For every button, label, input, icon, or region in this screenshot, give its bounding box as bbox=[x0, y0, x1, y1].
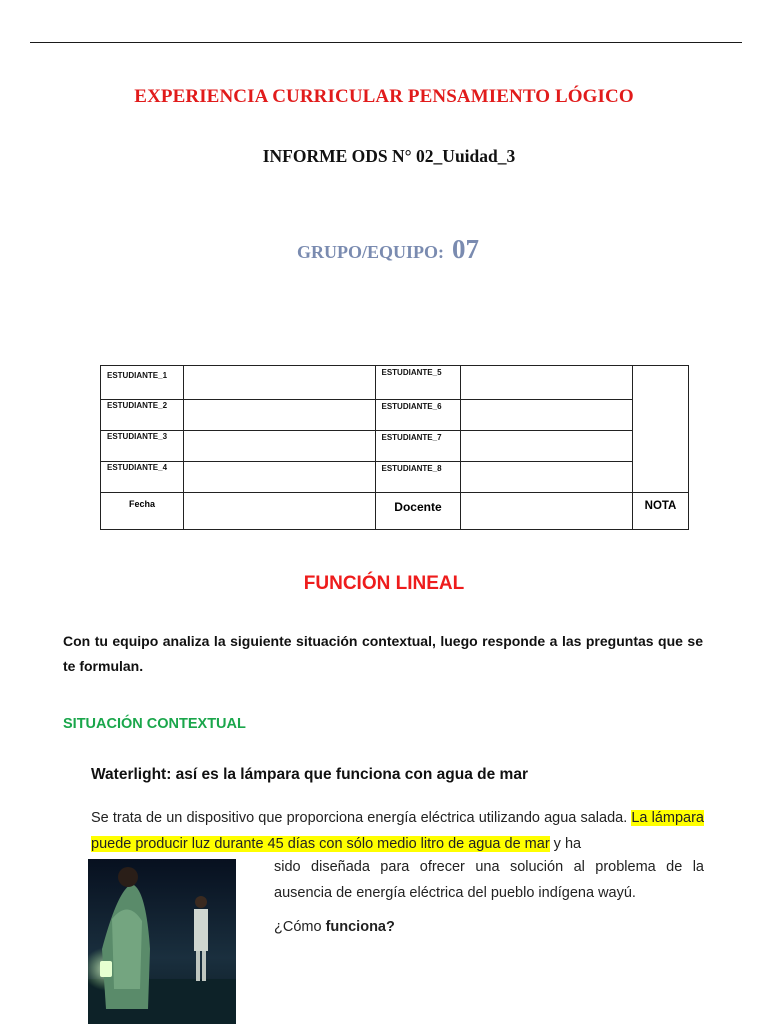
document-title: EXPERIENCIA CURRICULAR PENSAMIENTO LÓGICO bbox=[134, 86, 634, 107]
lamp-photo-illustration bbox=[88, 859, 236, 1024]
lamp-photo bbox=[88, 859, 236, 1024]
article-paragraph-1 bbox=[91, 805, 704, 857]
group-label: GRUPO/EQUIPO: bbox=[297, 242, 444, 262]
question-line bbox=[274, 916, 395, 938]
question-prefix: ¿Cómo bbox=[274, 919, 326, 935]
context-section-title: SITUACIÓN CONTEXTUAL bbox=[63, 716, 246, 732]
student-input-cell[interactable] bbox=[183, 462, 375, 493]
student-label: ESTUDIANTE_5 bbox=[375, 366, 461, 400]
intro-paragraph: Con tu equipo analiza la siguiente situación contextual, luego responde a las preguntas que se te formulan. bbox=[63, 633, 703, 674]
table-row bbox=[101, 400, 689, 431]
student-input-cell[interactable] bbox=[461, 431, 633, 462]
report-subtitle: INFORME ODS N° 02_Uuidad_3 bbox=[262, 146, 516, 166]
docente-input-cell[interactable] bbox=[461, 493, 633, 530]
student-input-cell[interactable] bbox=[183, 366, 375, 400]
paragraph-text: y ha bbox=[549, 836, 582, 852]
group-number: 07 bbox=[452, 234, 479, 264]
student-label: ESTUDIANTE_3 bbox=[101, 431, 184, 462]
student-label: ESTUDIANTE_6 bbox=[375, 400, 461, 431]
student-table bbox=[100, 365, 689, 530]
section-heading: FUNCIÓN LINEAL bbox=[303, 573, 465, 594]
student-input-cell[interactable] bbox=[183, 400, 375, 431]
grade-cell[interactable] bbox=[633, 366, 689, 493]
student-label: ESTUDIANTE_4 bbox=[101, 462, 184, 493]
paragraph-text: Se trata de un dispositivo que proporciona energía eléctrica utilizando agua salada. bbox=[91, 810, 632, 826]
table-row bbox=[101, 493, 689, 530]
student-input-cell[interactable] bbox=[461, 366, 633, 400]
fecha-label: Fecha bbox=[101, 493, 184, 530]
student-input-cell[interactable] bbox=[461, 462, 633, 493]
nota-label: NOTA bbox=[633, 493, 689, 530]
student-label: ESTUDIANTE_2 bbox=[101, 400, 184, 431]
top-rule bbox=[30, 42, 742, 43]
student-label: ESTUDIANTE_7 bbox=[375, 431, 461, 462]
question-bold: funciona? bbox=[325, 919, 395, 935]
article-paragraph-2: sido diseñada para ofrecer una solución al problema de la ausencia de energía eléctrica del pueblo indígena wayú. bbox=[274, 859, 704, 901]
table-row bbox=[101, 462, 689, 493]
student-label: ESTUDIANTE_8 bbox=[375, 462, 461, 493]
fecha-input-cell[interactable] bbox=[183, 493, 375, 530]
table-row bbox=[101, 431, 689, 462]
student-label: ESTUDIANTE_1 bbox=[101, 366, 184, 400]
article-title: Waterlight: así es la lámpara que funciona con agua de mar bbox=[91, 766, 528, 783]
table-row bbox=[101, 366, 689, 400]
group-heading bbox=[0, 234, 768, 265]
student-input-cell[interactable] bbox=[183, 431, 375, 462]
student-input-cell[interactable] bbox=[461, 400, 633, 431]
highlighted-text: La lámpara puede producir luz durante 45 días con sólo medio litro de agua de mar bbox=[91, 810, 704, 852]
docente-label: Docente bbox=[375, 493, 461, 530]
